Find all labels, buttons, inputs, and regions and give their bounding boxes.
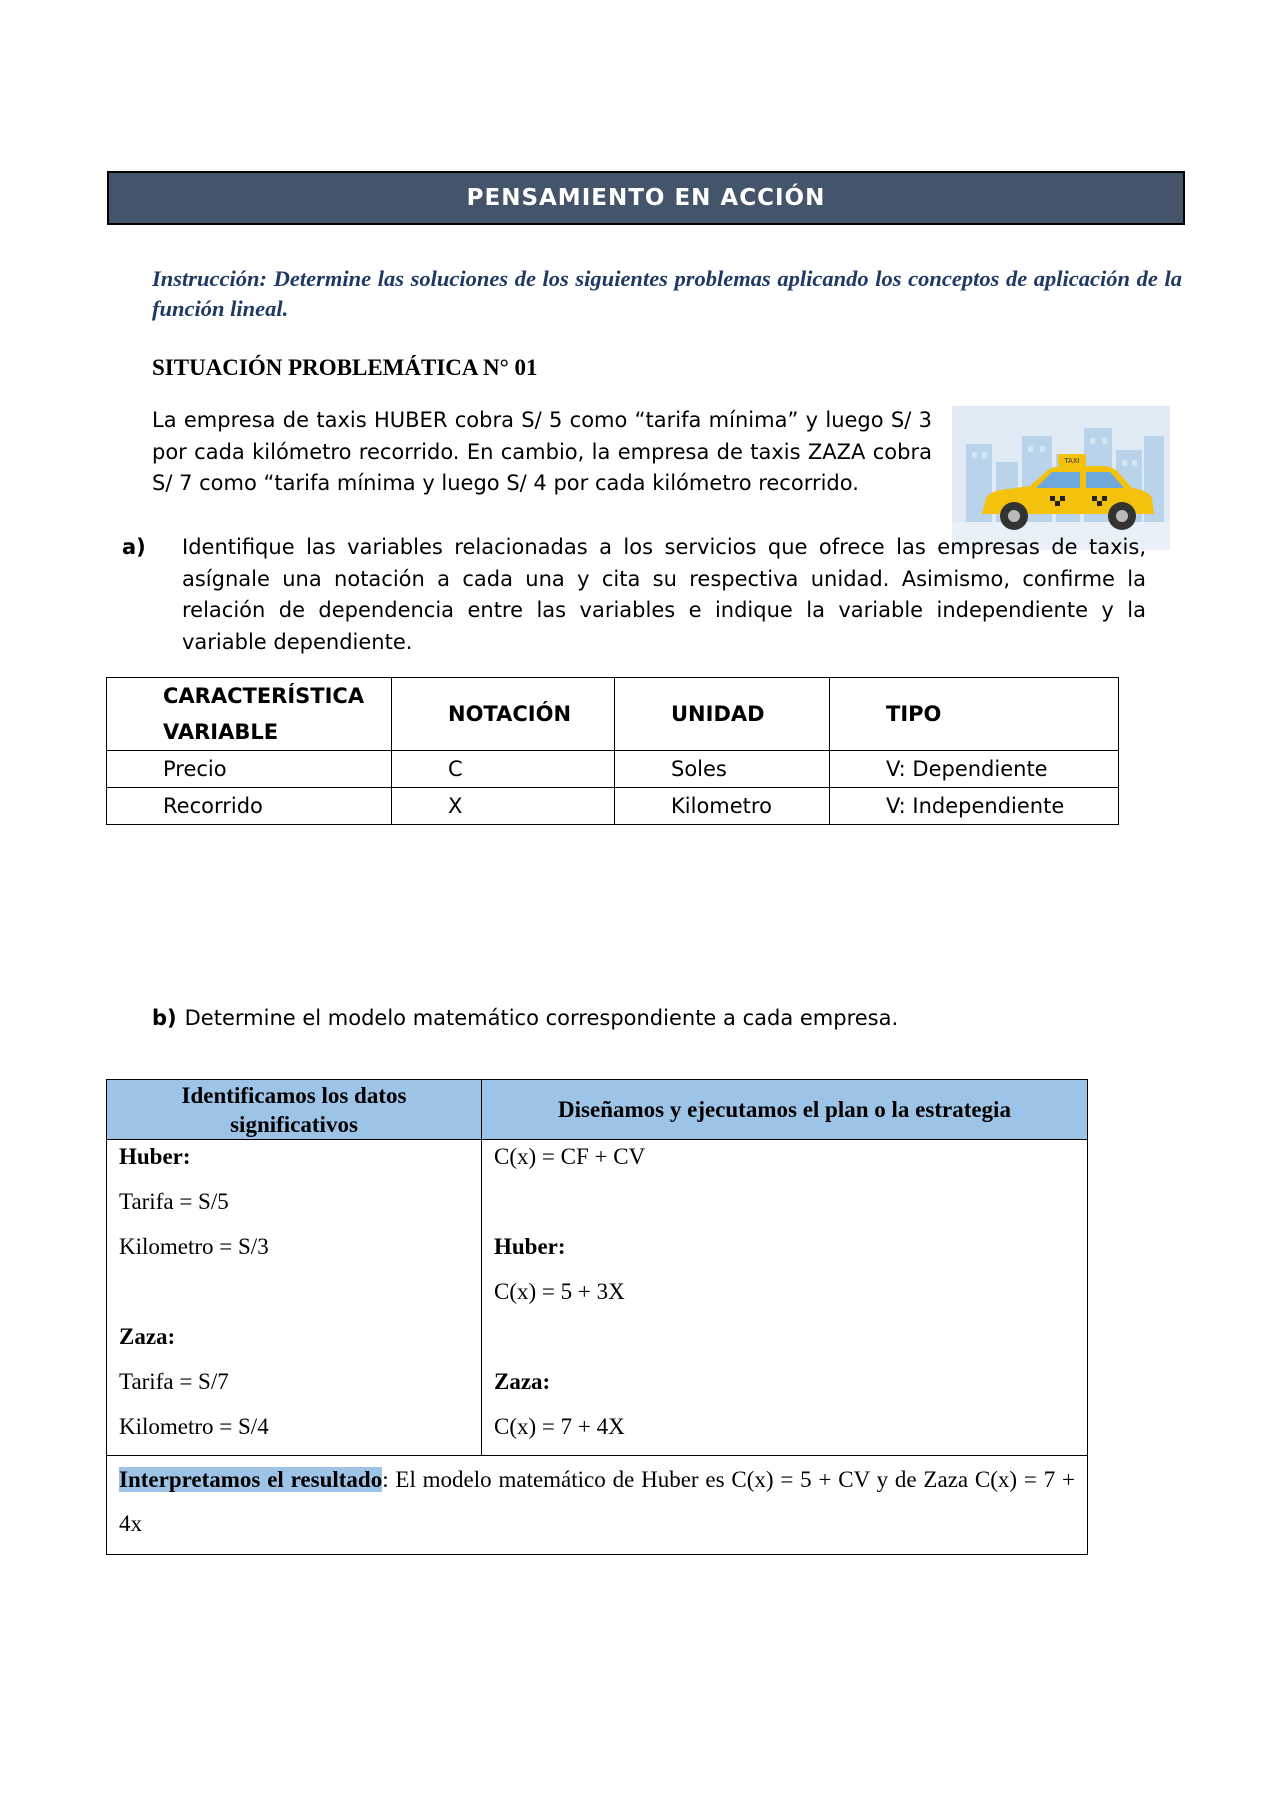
section-banner [107, 171, 1185, 225]
huber-model-title: Huber: [494, 1234, 566, 1259]
question-a-text: Identifique las variables relacionadas a los servicios que ofrece las empresas de taxis, asígnale una notación a cada una y cita su respectiva unidad. Asimismo, confirme la relación de dependencia entre las variables e indique la variable independiente y la variable dependiente. [182, 535, 1146, 654]
interpret-cell [107, 1456, 1088, 1555]
instruction-text: Instrucción: Determine las soluciones de los siguientes problemas aplicando los conceptos de aplicación de la función lineal. [152, 266, 1182, 321]
table-cell: Precio [107, 751, 392, 788]
header-plan: Diseñamos y ejecutamos el plan o la estrategia [482, 1080, 1088, 1140]
zaza-km: Kilometro = S/4 [119, 1414, 269, 1439]
zaza-title: Zaza: [119, 1324, 176, 1349]
huber-model: C(x) = 5 + 3X [494, 1279, 625, 1304]
situation-paragraph: La empresa de taxis HUBER cobra S/ 5 como “tarifa mínima” y luego S/ 3 por cada kilómetro recorrido. En cambio, la empresa de taxis ZAZA cobra S/ 7 como “tarifa mínima y luego S/ 4 por cada kilómetro recorrido. [152, 408, 932, 495]
table-cell: Kilometro [615, 788, 830, 825]
general-model: C(x) = CF + CV [494, 1144, 646, 1169]
question-b-label: b) [152, 1006, 177, 1030]
interpret-row [107, 1456, 1088, 1555]
zaza-tarifa: Tarifa = S/7 [119, 1369, 229, 1394]
question-b [152, 1006, 898, 1030]
question-b-text: Determine el modelo matemático correspondiente a cada empresa. [184, 1006, 899, 1030]
table-cell: X [392, 788, 615, 825]
table-cell: V: Dependiente [830, 751, 1119, 788]
model-table [106, 1079, 1088, 1555]
table-cell: V: Independiente [830, 788, 1119, 825]
model-table-body [107, 1140, 1088, 1456]
model-table-header [107, 1080, 1088, 1140]
huber-km: Kilometro = S/3 [119, 1234, 269, 1259]
huber-tarifa: Tarifa = S/5 [119, 1189, 229, 1214]
situation-title: SITUACIÓN PROBLEMÁTICA N° 01 [152, 355, 538, 380]
table-header-row [107, 678, 1119, 751]
datos-cell [107, 1140, 482, 1456]
taxi-city-illustration-icon [952, 406, 1170, 550]
header-tipo: TIPO [830, 678, 1119, 751]
zaza-model: C(x) = 7 + 4X [494, 1414, 625, 1439]
header-datos: Identificamos los datos significativos [107, 1080, 482, 1140]
table-row [107, 788, 1119, 825]
table-cell: Soles [615, 751, 830, 788]
interpret-text: : El modelo matemático de Huber es C(x) = 5 + CV y de Zaza C(x) = 7 + 4x [119, 1467, 1075, 1536]
plan-cell [482, 1140, 1088, 1456]
question-a-label: a) [122, 535, 146, 559]
header-unidad: UNIDAD [615, 678, 830, 751]
table-row [107, 751, 1119, 788]
huber-title: Huber: [119, 1144, 191, 1169]
banner-title: PENSAMIENTO EN ACCIÓN [466, 185, 826, 211]
interpret-label: Interpretamos el resultado [119, 1467, 383, 1492]
question-a [122, 532, 1146, 658]
zaza-model-title: Zaza: [494, 1369, 551, 1394]
header-notacion: NOTACIÓN [392, 678, 615, 751]
variables-table [106, 677, 1119, 825]
header-caracteristica: CARACTERÍSTICA VARIABLE [107, 678, 392, 751]
table-cell: C [392, 751, 615, 788]
svg-text:TAXI: TAXI [1064, 457, 1080, 465]
table-cell: Recorrido [107, 788, 392, 825]
